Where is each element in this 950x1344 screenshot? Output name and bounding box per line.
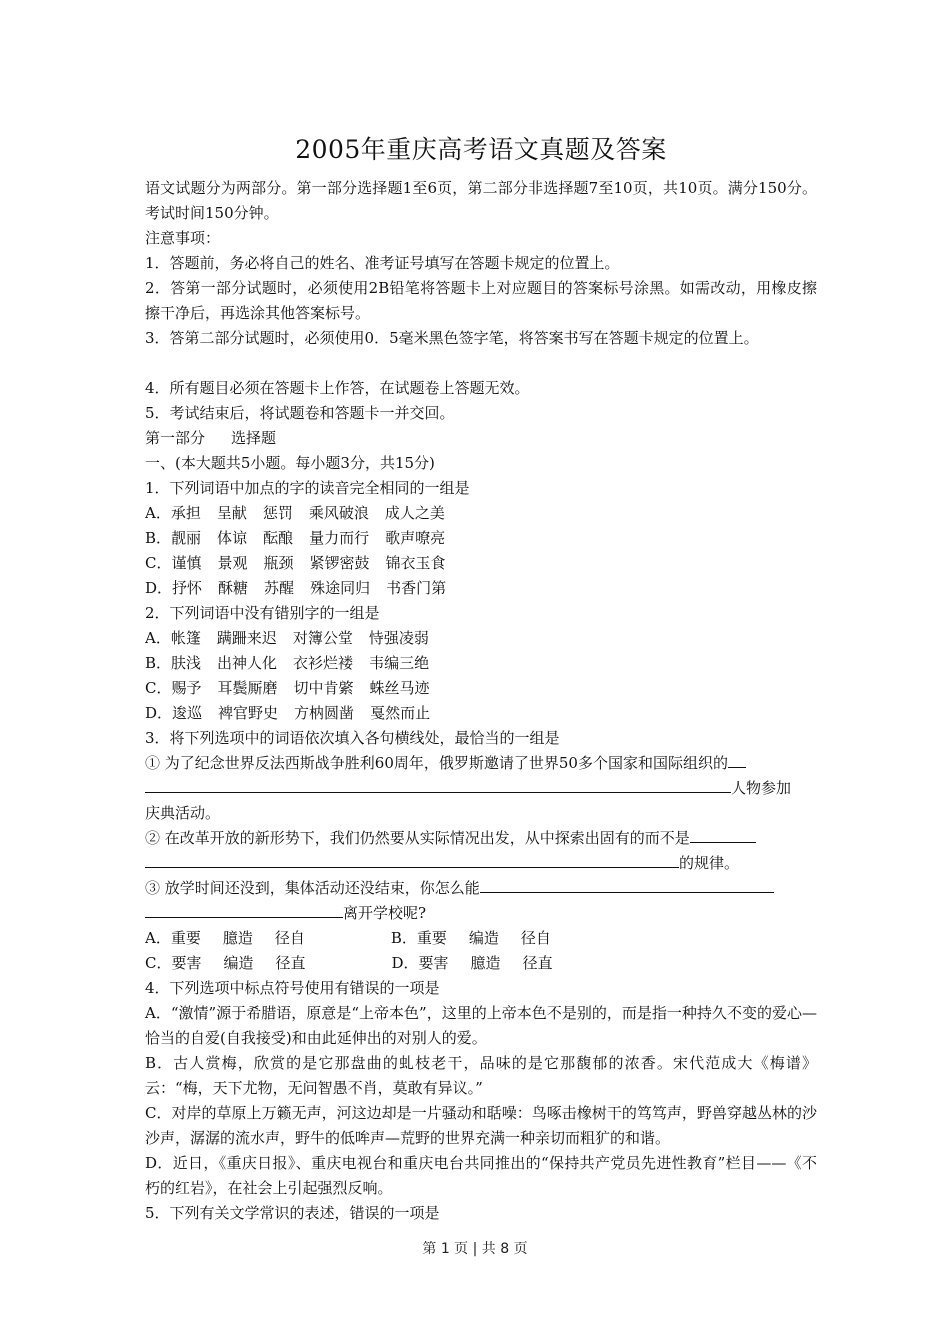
answer-blank (728, 752, 746, 768)
answer-blank (690, 827, 756, 843)
part-label: 第一部分 (145, 429, 206, 447)
notes-heading: 注意事项： (145, 229, 221, 247)
sentence-1-cont: 人物参加 (145, 776, 817, 801)
question-stem: 5．下列有关文学常识的表述，错误的一项是 (145, 1204, 440, 1222)
note-item: 4．所有题目必须在答题卡上作答，在试题卷上答题无效。 (145, 379, 530, 397)
page-footer: 第 1 页 | 共 8 页 (422, 1241, 528, 1257)
option-paragraph: D．近日，《重庆日报》、重庆电视台和重庆电台共同推出的“保持共产党员先进性教育”栏目——《不朽的红岩》，在社会上引起强烈反响。 (145, 1154, 817, 1197)
part-heading (145, 426, 817, 451)
option-paragraph: A．“激情”源于希腊语，原意是“上帝本色”，这里的上帝本色不是别的，而是指一种持久不变的爱心—恰当的自爱(自我接受)和由此延伸出的对别人的爱。 (145, 1004, 817, 1047)
option-paragraph: C．对岸的草原上万籁无声，河这边却是一片骚动和聒噪：鸟啄击橡树干的笃笃声，野兽穿越丛林的沙沙声，潺潺的流水声，野牛的低哞声—荒野的世界充满一种亲切而粗犷的和谐。 (145, 1104, 817, 1147)
sentence-3-cont: 离开学校呢? (145, 901, 817, 926)
note-item: 3．答第二部分试题时，必须使用0．5毫米黑色签字笔，将答案书写在答题卡规定的位置上。 (145, 329, 759, 347)
answer-blank (145, 777, 731, 793)
exam-page (145, 130, 817, 1226)
sentence-2: ② 在改革开放的新形势下，我们仍然要从实际情况出发，从中探索出固有的而不是 (145, 826, 817, 851)
part-name: 选择题 (231, 429, 277, 447)
option-row: A．重要 臆造 径自 B．重要 编造 径自 (145, 929, 551, 947)
note-item: 5．考试结束后，将试题卷和答题卡一并交回。 (145, 404, 455, 422)
page-title: 2005年重庆高考语文真题及答案 (295, 135, 667, 164)
question-stem: 3．将下列选项中的词语依次填入各句横线处，最恰当的一组是 (145, 729, 560, 747)
option-row: D．抒怀 酥糖 苏醒 殊途同归 书香门第 (145, 579, 447, 597)
note-item: 2．答第一部分试题时，必须使用2B铅笔将答题卡上对应题目的答案标号涂黑。如需改动，用橡皮擦擦干净后，再选涂其他答案标号。 (145, 279, 817, 322)
option-row: C．赐予 耳鬓厮磨 切中肯綮 蛛丝马迹 (145, 679, 430, 697)
question-stem: 2．下列词语中没有错别字的一组是 (145, 604, 380, 622)
note-item: 1．答题前，务必将自己的姓名、准考证号填写在答题卡规定的位置上。 (145, 254, 620, 272)
option-row: A．承担 呈献 惩罚 乘风破浪 成人之美 (145, 504, 445, 522)
option-row: C．要害 编造 径直 D．要害 臆造 径直 (145, 954, 553, 972)
option-row: A．帐篷 蹒跚来迟 对簿公堂 恃强凌弱 (145, 629, 429, 647)
sentence-2-cont: 的规律。 (145, 851, 817, 876)
answer-blank (480, 877, 774, 893)
section-heading: 一、(本大题共5小题。每小题3分，共15分) (145, 454, 435, 472)
option-paragraph: B．古人赏梅，欣赏的是它那盘曲的虬枝老干，品味的是它那馥郁的浓香。宋代范成大《梅谱》云：“梅，天下尤物，无问智愚不肖，莫敢有异议。” (145, 1054, 817, 1097)
sentence-1: ① 为了纪念世界反法西斯战争胜利60周年，俄罗斯邀请了世界50多个国家和国际组织的 (145, 751, 817, 776)
question-stem: 1．下列词语中加点的字的读音完全相同的一组是 (145, 479, 470, 497)
option-row: B．肤浅 出神人化 衣衫烂褛 韦编三绝 (145, 654, 430, 672)
answer-blank (145, 902, 343, 918)
answer-blank (145, 852, 679, 868)
intro-paragraph: 语文试题分为两部分。第一部分选择题1至6页，第二部分非选择题7至10页，共10页。满分150分。考试时间150分钟。 (145, 179, 817, 222)
question-stem: 4．下列选项中标点符号使用有错误的一项是 (145, 979, 440, 997)
option-row: C．谨慎 景观 瓶颈 紧锣密鼓 锦衣玉食 (145, 554, 446, 572)
option-row: D．逡巡 裨官野史 方枘圆凿 戛然而止 (145, 704, 431, 722)
sentence-3: ③ 放学时间还没到，集体活动还没结束，你怎么能 (145, 876, 817, 901)
option-row: B．靓丽 体谅 酝酿 量力而行 歌声嘹亮 (145, 529, 446, 547)
sentence-1-end: 庆典活动。 (145, 804, 221, 822)
